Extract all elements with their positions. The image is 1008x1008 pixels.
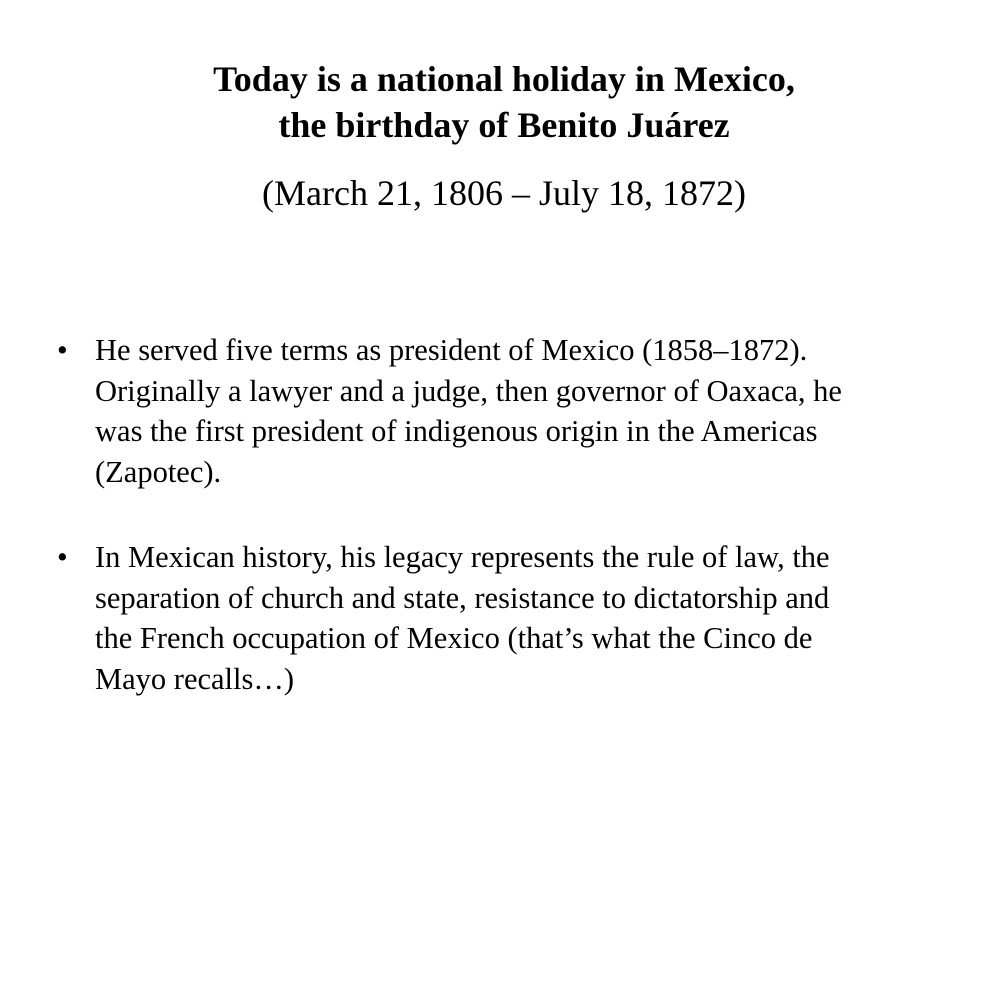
bullet-line: was the first president of indigenous origin in the Americas: [95, 414, 818, 448]
bullet-marker-icon: •: [57, 540, 68, 574]
bullet-list: [57, 330, 957, 744]
bullet-line: (Zapotec).: [95, 454, 222, 489]
bullet-text: [95, 537, 957, 699]
title-line: the birthday of Benito Juárez: [278, 105, 730, 145]
bullet-text: [95, 330, 957, 492]
bullet-item: [57, 537, 957, 699]
bullet-marker-icon: •: [57, 333, 68, 367]
bullet-line: the French occupation of Mexico (that’s what the Cinco de: [95, 621, 813, 655]
slide-title: [0, 56, 1008, 148]
bullet-line: Mayo recalls…): [95, 661, 295, 696]
title-line: Today is a national holiday in Mexico,: [213, 59, 795, 99]
bullet-line: separation of church and state, resistance to dictatorship and: [95, 580, 830, 615]
bullet-line: In Mexican history, his legacy represents the rule of law, the: [95, 540, 830, 574]
bullet-line: Originally a lawyer and a judge, then governor of Oaxaca, he: [95, 373, 842, 408]
bullet-line: He served five terms as president of Mexico (1858–1872).: [95, 333, 808, 367]
slide-subtitle-dates: (March 21, 1806 – July 18, 1872): [262, 173, 746, 213]
bullet-item: [57, 330, 957, 492]
